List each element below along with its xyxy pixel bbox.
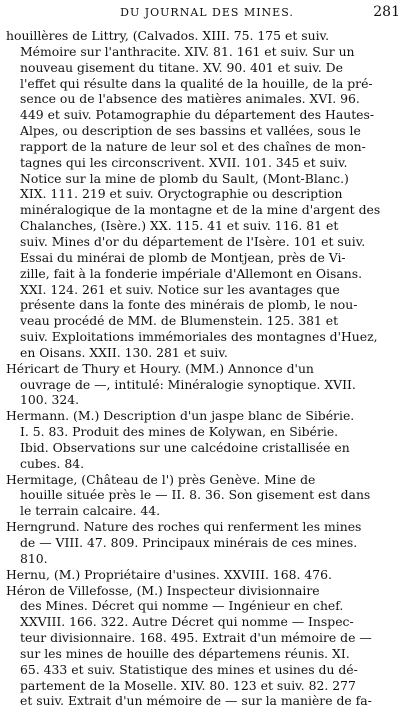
text-line: sur les mines de houille des départemens réunis. XI. xyxy=(20,645,350,661)
text-line: l'effet qui résulte dans la qualité de la houille, de la pré- xyxy=(20,75,373,91)
text-line: XXVIII. 166. 322. Autre Décret qui nomme — Inspec- xyxy=(20,614,354,630)
index-entry-heading-line: Hernu, (M.) Propriétaire d'usines. XXVIII. 168. 476. xyxy=(6,566,332,582)
text-line: XXI. 124. 261 et suiv. Notice sur les avantages que xyxy=(20,281,340,297)
text-line: Notice sur la mine de plomb du Sault, (Mont-Blanc.) xyxy=(20,170,349,186)
text-line: Essai du minérai de plomb de Montjean, près de Vi- xyxy=(20,249,346,265)
page-number: 281 xyxy=(373,4,400,20)
text-line: 65. 433 et suiv. Statistique des mines et usines du dé- xyxy=(20,661,358,677)
text-line: en Oisans. XXII. 130. 281 et suiv. xyxy=(20,344,228,360)
running-head: DU JOURNAL DES MINES. xyxy=(120,6,294,19)
index-entry-heading-line: Héricart de Thury et Houry. (MM.) Annonce d'un xyxy=(6,360,314,376)
text-line: suiv. Exploitations immémoriales des montagnes d'Huez, xyxy=(20,329,378,345)
text-line: tagnes qui les circonscrivent. XVII. 101. 345 et suiv. xyxy=(20,154,348,170)
text-line: zille, fait à la fonderie impériale d'Allemont en Oisans. xyxy=(20,265,363,281)
text-line: cubes. 84. xyxy=(20,455,85,471)
text-line: Alpes, ou description de ses bassins et vallées, sous le xyxy=(20,123,361,139)
document-page xyxy=(6,4,408,709)
text-line: des Mines. Décret qui nomme — Ingénieur en chef. xyxy=(20,598,344,614)
text-line: Chalanches, (Isère.) XX. 115. 41 et suiv. 116. 81 et xyxy=(20,218,339,234)
text-line: I. 5. 83. Produit des mines de Kolywan, en Sibérie. xyxy=(20,424,339,440)
text-line: veau procédé de MM. de Blumenstein. 125. 381 et xyxy=(20,313,339,329)
text-line: nouveau gisement du titane. XV. 90. 401 et suiv. De xyxy=(20,59,343,75)
text-line: Ibid. Observations sur une calcédoine cristallisée en xyxy=(20,439,350,455)
text-line: XIX. 111. 219 et suiv. Oryctographie ou description xyxy=(20,186,343,202)
text-line: ouvrage de —, intitulé: Minéralogie synoptique. XVII. xyxy=(20,376,356,392)
text-line: 810. xyxy=(20,550,48,566)
text-line: et suiv. Extrait d'un mémoire de — sur la manière de fa- xyxy=(20,693,372,709)
text-line: sence ou de l'absence des matières animales. XVI. 96. xyxy=(20,91,360,107)
text-line: houillères de Littry, (Calvados. XIII. 75. 175 et suiv. xyxy=(6,28,330,43)
text-line: le terrain calcaire. 44. xyxy=(20,503,161,519)
index-entry-heading-line: Hermann. (M.) Description d'un jaspe blanc de Sibérie. xyxy=(6,408,355,424)
text-line: présente dans la fonte des minérais de plomb, le nou- xyxy=(20,297,358,313)
text-line: minéralogique de la montagne et de la mine d'argent des xyxy=(20,202,381,218)
text-line: houille située près le — II. 8. 36. Son gisement est dans xyxy=(20,487,371,503)
text-line: suiv. Mines d'or du département de l'Isère. 101 et suiv. xyxy=(20,233,366,249)
index-entry-heading-line: Hermitage, (Château de l') près Genève. Mine de xyxy=(6,471,316,487)
text-line: teur divisionnaire. 168. 495. Extrait d'un mémoire de — xyxy=(20,630,372,646)
text-line: de — VIII. 47. 809. Principaux minérais de ces mines. xyxy=(20,535,358,550)
text-line: 449 et suiv. Potamographie du département des Hautes- xyxy=(20,107,375,123)
text-line: 100. 324. xyxy=(20,392,80,408)
index-entry-heading-line: Héron de Villefosse, (M.) Inspecteur divisionnaire xyxy=(6,582,320,598)
page-header xyxy=(6,4,408,26)
index-entry-heading-line: Herngrund. Nature des roches qui renferment les mines xyxy=(6,519,362,535)
index-text xyxy=(6,28,408,709)
text-line: rapport de la nature de leur sol et des chaînes de mon- xyxy=(20,138,366,154)
text-line: partement de la Moselle. XIV. 80. 123 et suiv. 82. 277 xyxy=(20,677,356,693)
text-line: Mémoire sur l'anthracite. XIV. 81. 161 et suiv. Sur un xyxy=(20,43,355,59)
